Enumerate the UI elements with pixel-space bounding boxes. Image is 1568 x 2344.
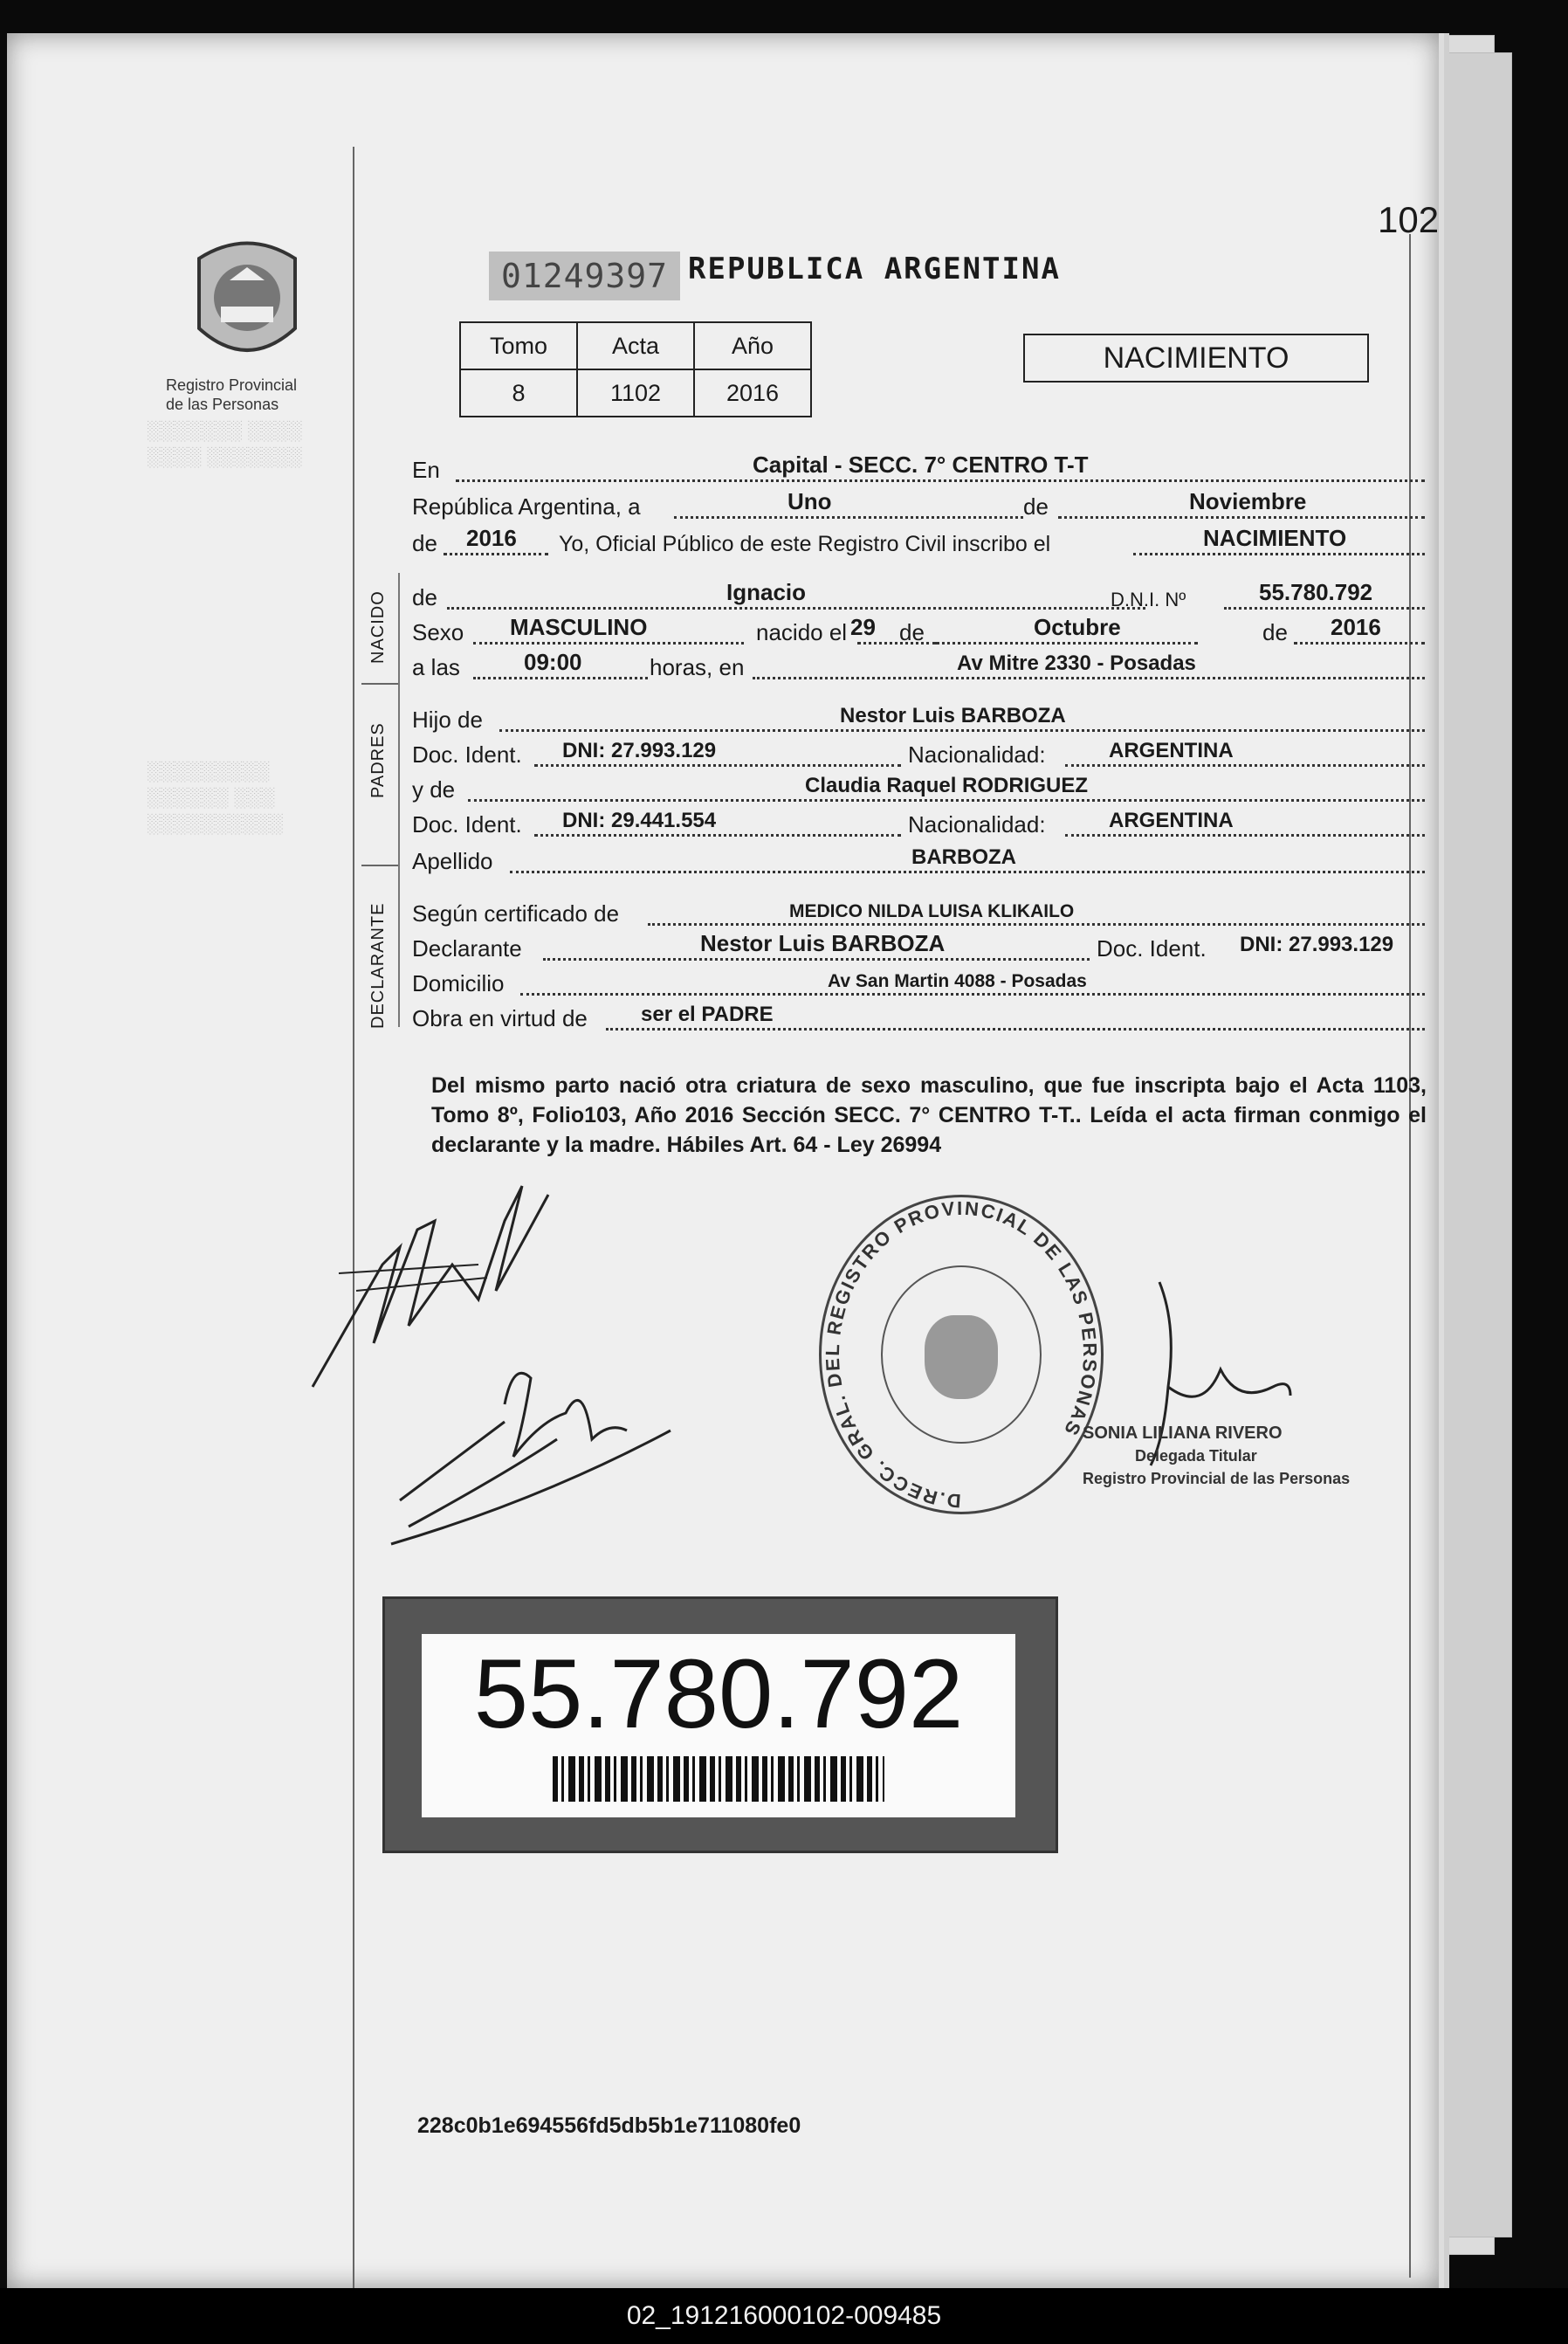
logo-label-line2: de las Personas <box>166 396 279 413</box>
record-table <box>459 321 812 417</box>
value-lugar-nac: Av Mitre 2330 - Posadas <box>957 651 1196 675</box>
barcode <box>553 1756 884 1802</box>
field-row-madre <box>412 774 1425 807</box>
sticker-number: 55.780.792 <box>473 1639 964 1748</box>
field-row-declarante <box>412 930 1425 966</box>
field-row-fecha <box>412 488 1425 524</box>
official-name: SONIA LILIANA RIVERO <box>1083 1424 1283 1443</box>
label-doc-ident: Doc. Ident. <box>412 741 522 768</box>
label-sexo: Sexo <box>412 619 464 645</box>
value-dia-nac: 29 <box>850 614 876 640</box>
dotted-line <box>648 923 1425 926</box>
dotted-line <box>936 642 1198 645</box>
table-header: Año <box>694 322 811 369</box>
label-dni: D.N.I. Nº <box>1111 589 1186 610</box>
label-de: de <box>412 584 437 610</box>
table-cell: 2016 <box>694 369 811 417</box>
field-row-madre-doc <box>412 809 1425 842</box>
dotted-line <box>543 958 1090 961</box>
dotted-line <box>674 516 1023 519</box>
value-domicilio: Av San Martin 4088 - Posadas <box>828 971 1087 991</box>
label-obra: Obra en virtud de <box>412 1005 588 1031</box>
label-nacionalidad: Nacionalidad: <box>908 741 1046 768</box>
value-madre-nac: ARGENTINA <box>1109 809 1234 832</box>
value-hora: 09:00 <box>524 649 582 675</box>
dotted-line <box>1133 553 1425 555</box>
field-row-nombre <box>412 579 1425 615</box>
field-row-domicilio <box>412 968 1425 1001</box>
value-padre: Nestor Luis BARBOZA <box>840 704 1066 727</box>
label-en: En <box>412 457 440 483</box>
label-horas-en: horas, en <box>650 654 745 680</box>
serial-number: 01249397 <box>489 252 680 300</box>
value-inscribe: NACIMIENTO <box>1203 525 1347 551</box>
value-sexo: MASCULINO <box>510 614 648 640</box>
signature-madre <box>382 1326 697 1557</box>
dotted-line <box>534 834 901 837</box>
logo-label-line1: Registro Provincial <box>166 376 298 394</box>
dotted-line <box>447 607 1145 610</box>
field-row-lugar <box>412 454 1425 487</box>
label-declarante: Declarante <box>412 935 522 962</box>
value-anio: 2016 <box>466 525 517 551</box>
table-cell: 1102 <box>577 369 694 417</box>
bleed-through: ░░░░░░░ ░░░░ ░░░░ ░░░░░░░ <box>147 419 302 467</box>
field-row-obra <box>412 1003 1425 1036</box>
birth-note: Del mismo parto nació otra criatura de sexo masculino, que fue inscripta bajo el Acta 1103, Tomo 8º, Folio103, Año 2016 Sección SECC. 7° CENTRO T-T.. Leída el acta firman conmigo el declarante y la madre. Hábiles Art. 64 - Ley 26994 <box>431 1073 1427 1157</box>
dotted-line <box>444 553 548 555</box>
seal-text <box>822 1197 1101 1512</box>
label-nacido-el: nacido el <box>756 619 848 645</box>
section-divider <box>361 865 398 866</box>
label-hijo-de: Hijo de <box>412 707 483 733</box>
dotted-line <box>473 642 744 645</box>
value-dni: 55.780.792 <box>1259 579 1373 605</box>
table-cell: 8 <box>460 369 577 417</box>
field-row-padre <box>412 704 1425 737</box>
dotted-line <box>1065 834 1425 837</box>
value-apellido: BARBOZA <box>911 845 1016 869</box>
label-de: de <box>1262 619 1288 645</box>
dotted-line <box>520 993 1425 996</box>
label-apellido: Apellido <box>412 848 493 874</box>
section-label-padres: PADRES <box>368 722 388 798</box>
document-hash: 228c0b1e694556fd5db5b1e711080fe0 <box>417 2113 801 2138</box>
value-declarante: Nestor Luis BARBOZA <box>700 930 946 956</box>
value-nombre: Ignacio <box>726 579 807 605</box>
label-de: de <box>412 530 437 556</box>
dotted-line <box>1058 516 1425 519</box>
label-de: de <box>1023 493 1049 520</box>
province-logo <box>182 232 313 372</box>
field-row-certificado <box>412 898 1425 931</box>
official-seal <box>819 1195 1104 1514</box>
value-padre-doc: DNI: 27.993.129 <box>562 739 717 762</box>
dotted-line <box>499 729 1425 732</box>
document-page <box>7 33 1439 2288</box>
value-mes-nac: Octubre <box>1034 614 1121 640</box>
dotted-line <box>534 764 901 767</box>
value-anio-nac: 2016 <box>1331 614 1381 640</box>
official-stamp <box>1083 1422 1350 1490</box>
label-segun: Según certificado de <box>412 900 620 927</box>
field-row-sexo <box>412 614 1425 650</box>
document-title: REPUBLICA ARGENTINA <box>688 252 1061 286</box>
section-label-nacido: NACIDO <box>368 590 388 664</box>
value-mes: Noviembre <box>1189 488 1307 514</box>
file-id-footer: 02_191216000102-009485 <box>0 2288 1568 2344</box>
dotted-line <box>1294 642 1425 645</box>
value-declarante-doc: DNI: 27.993.129 <box>1240 933 1394 956</box>
svg-text:D.RECC. GRAL. DEL REGISTRO PRO: D.RECC. GRAL. DEL REGISTRO PROVINCIAL DE LAS PERSONAS <box>822 1197 1101 1512</box>
label-y-de: y de <box>412 776 456 803</box>
bleed-through: ░░░░░░░░░ ░░░░░░ ░░░ ░░░░░░░░░░ <box>147 760 283 834</box>
section-label-declarante: DECLARANTE <box>368 902 388 1029</box>
value-padre-nac: ARGENTINA <box>1109 739 1234 762</box>
dotted-line <box>606 1028 1425 1031</box>
dotted-line <box>510 871 1425 873</box>
value-dia: Uno <box>787 488 832 514</box>
dotted-line <box>1224 607 1425 610</box>
value-obra: ser el PADRE <box>641 1003 774 1026</box>
act-type-box: NACIMIENTO <box>1023 334 1369 383</box>
table-header: Tomo <box>460 322 577 369</box>
label-domicilio: Domicilio <box>412 970 505 996</box>
label-republica: República Argentina, a <box>412 493 641 520</box>
label-doc-ident: Doc. Ident. <box>412 811 522 838</box>
official-org: Registro Provincial de las Personas <box>1083 1470 1351 1487</box>
page-number: 102 <box>1378 199 1440 240</box>
table-header: Acta <box>577 322 694 369</box>
logo-label <box>166 376 297 414</box>
field-row-apellido <box>412 845 1425 879</box>
label-de: de <box>899 619 925 645</box>
section-rule <box>398 573 400 1027</box>
label-nacionalidad: Nacionalidad: <box>908 811 1046 838</box>
value-madre-doc: DNI: 29.441.554 <box>562 809 717 832</box>
label-yo: Yo, Oficial Público de este Registro Civil inscribo el <box>559 532 1051 556</box>
value-madre: Claudia Raquel RODRIGUEZ <box>805 774 1089 797</box>
official-role: Delegada Titular <box>1135 1447 1257 1465</box>
dni-sticker <box>382 1596 1058 1853</box>
dotted-line <box>753 677 1425 679</box>
dotted-line <box>473 677 648 679</box>
label-doc-ident: Doc. Ident. <box>1097 935 1207 962</box>
field-row-inscribo <box>412 527 1425 561</box>
field-row-hora <box>412 651 1425 685</box>
value-lugar: Capital - SECC. 7° CENTRO T-T <box>753 452 1089 478</box>
field-row-padre-doc <box>412 739 1425 772</box>
dotted-line <box>456 479 1425 482</box>
label-a-las: a las <box>412 654 460 680</box>
dotted-line <box>1065 764 1425 767</box>
section-divider <box>361 683 398 685</box>
value-certificado: MEDICO NILDA LUISA KLIKAILO <box>789 901 1075 921</box>
sticker-label <box>422 1634 1015 1817</box>
dotted-line <box>468 799 1425 802</box>
